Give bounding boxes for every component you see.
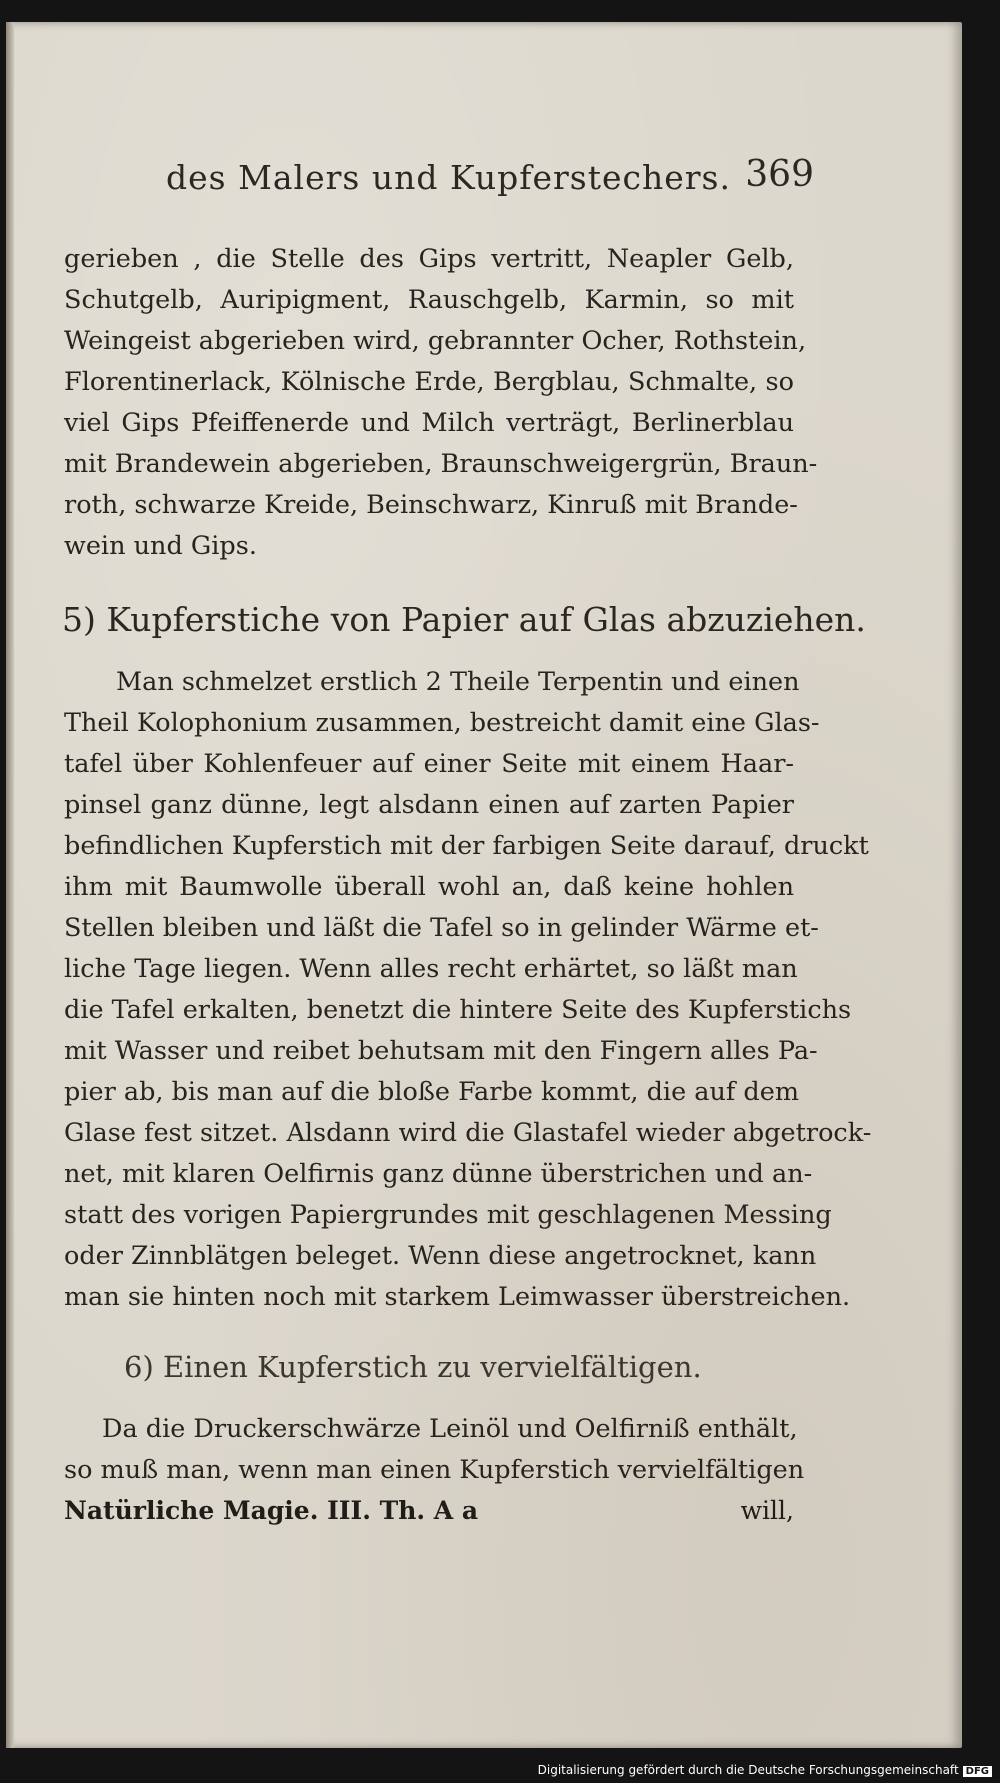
page-spine-shadow — [6, 22, 14, 1748]
text-line: man sie hinten noch mit starkem Leimwasser überstreichen. — [64, 1282, 851, 1312]
text-line: mit Wasser und reibet behutsam mit den Fingern alles Pa- — [64, 1036, 818, 1066]
text-line: net, mit klaren Oelfirnis ganz dünne überstrichen und an- — [64, 1159, 813, 1189]
text-line: Man schmelzet erstlich 2 Theile Terpentin und einen — [116, 667, 800, 697]
text-line: Glase fest sitzet. Alsdann wird die Glastafel wieder abgetrock- — [64, 1118, 872, 1148]
text-line: befindlichen Kupferstich mit der farbigen Seite darauf, druckt — [64, 831, 869, 861]
text-line: die Tafel erkalten, benetzt die hintere Seite des Kupferstichs — [64, 995, 852, 1025]
text-line: pinsel ganz dünne, legt alsdann einen auf zarten Papier — [64, 790, 794, 820]
section-heading-6: 6) Einen Kupferstich zu vervielfältigen. — [124, 1350, 702, 1384]
text-line: Schutgelb, Auripigment, Rauschgelb, Karmin, so mit — [64, 285, 794, 315]
text-line: Theil Kolophonium zusammen, bestreicht damit eine Glas- — [64, 708, 820, 738]
catchword: will, — [740, 1496, 794, 1525]
text-line: pier ab, bis man auf die bloße Farbe kommt, die auf dem — [64, 1077, 800, 1107]
page-header — [156, 152, 814, 212]
text-line: gerieben , die Stelle des Gips vertritt, Neapler Gelb, — [64, 244, 794, 274]
text-line: Florentinerlack, Kölnische Erde, Bergblau, Schmalte, so — [64, 367, 794, 397]
signature-mark: Natürliche Magie. III. Th. A a — [64, 1496, 479, 1525]
paragraph-multiply-engraving — [64, 1409, 805, 1491]
text-line: wein und Gips. — [64, 531, 257, 561]
dfg-logo: DFG — [963, 1766, 992, 1777]
text-line: mit Brandewein abgerieben, Braunschweigergrün, Braun- — [64, 449, 818, 479]
paragraph-pigments — [64, 239, 818, 567]
funding-text: Digitalisierung gefördert durch die Deutsche Forschungsgemeinschaft — [537, 1763, 959, 1777]
book-page — [6, 22, 962, 1748]
text-line: ihm mit Baumwolle überall wohl an, daß keine hohlen — [64, 872, 794, 902]
paragraph-glass-transfer — [64, 662, 872, 1318]
text-line: tafel über Kohlenfeuer auf einer Seite mit einem Haar- — [64, 749, 794, 779]
text-line: Weingeist abgerieben wird, gebrannter Ocher, Rothstein, — [64, 326, 807, 356]
text-line: liche Tage liegen. Wenn alles recht erhärtet, so läßt man — [64, 954, 798, 984]
running-title: des Malers und Kupferstechers. — [166, 158, 731, 197]
text-line: Da die Druckerschwärze Leinöl und Oelfirniß enthält, — [102, 1414, 798, 1444]
text-line: Stellen bleiben und läßt die Tafel so in gelinder Wärme et- — [64, 913, 819, 943]
section-heading-5: 5) Kupferstiche von Papier auf Glas abzuziehen. — [62, 600, 866, 639]
text-line: roth, schwarze Kreide, Beinschwarz, Kinruß mit Brande- — [64, 490, 798, 520]
funding-note — [538, 1763, 992, 1777]
text-line: statt des vorigen Papiergrundes mit geschlagenen Messing — [64, 1200, 832, 1230]
page-number: 369 — [745, 154, 814, 195]
text-line: so muß man, wenn man einen Kupferstich vervielfältigen — [64, 1455, 805, 1485]
text-line: oder Zinnblätgen beleget. Wenn diese angetrocknet, kann — [64, 1241, 817, 1271]
page-footer — [64, 1496, 794, 1536]
text-line: viel Gips Pfeiffenerde und Milch verträgt, Berlinerblau — [64, 408, 794, 438]
